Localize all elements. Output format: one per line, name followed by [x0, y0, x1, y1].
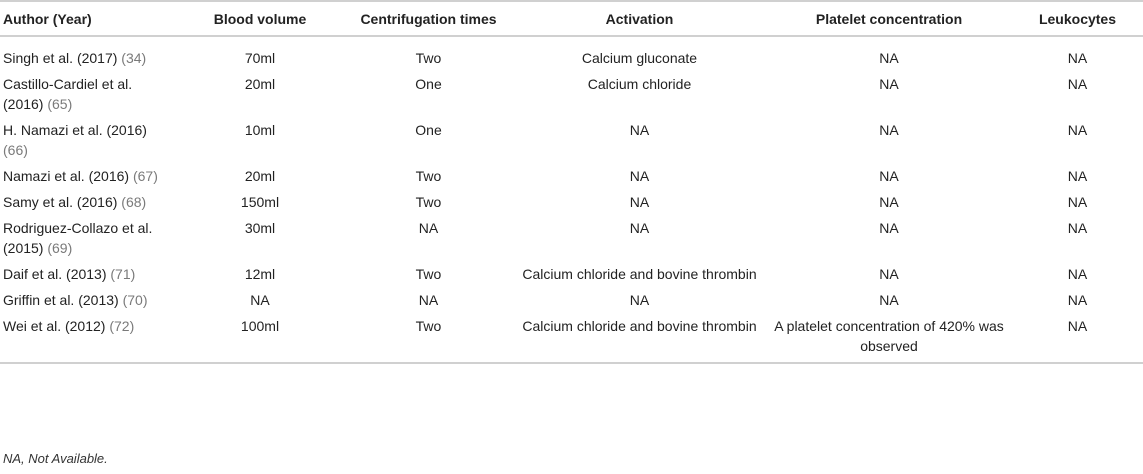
- cell-blood-volume: 30ml: [244, 220, 276, 236]
- cell-activation: Calcium chloride and bovine thrombin: [513, 310, 766, 363]
- cell-author: [0, 186, 176, 212]
- table-row: [0, 68, 1143, 114]
- author-text: H. Namazi et al. (2016): [3, 122, 147, 138]
- reference-number: (71): [110, 266, 136, 282]
- cell-leukocytes: NA: [1067, 220, 1088, 236]
- header-leukocytes: Leukocytes: [1012, 1, 1143, 36]
- cell-platelet: NA: [879, 122, 899, 138]
- header-centrifugation: Centrifugation times: [344, 1, 513, 36]
- cell-blood-volume: 70ml: [244, 50, 276, 66]
- reference-number: (66): [3, 142, 28, 158]
- table-row: [0, 284, 1143, 310]
- table-row: [0, 212, 1143, 258]
- cell-leukocytes: NA: [1067, 194, 1088, 210]
- cell-author: [0, 68, 176, 114]
- cell-platelet: NA: [879, 50, 899, 66]
- cell-author: [0, 114, 176, 160]
- cell-activation: Calcium gluconate: [581, 50, 698, 66]
- cell-author: [0, 258, 176, 284]
- reference-number: (70): [122, 292, 148, 308]
- cell-leukocytes: NA: [1067, 168, 1088, 184]
- table-row: [0, 310, 1143, 363]
- cell-activation: NA: [629, 292, 650, 308]
- cell-platelet: NA: [879, 292, 899, 308]
- table-body: [0, 36, 1143, 363]
- cell-activation: NA: [629, 168, 650, 184]
- cell-leukocytes: NA: [1067, 50, 1088, 66]
- table-row: [0, 160, 1143, 186]
- cell-blood-volume: 12ml: [244, 266, 276, 282]
- reference-number: (34): [121, 50, 147, 66]
- table-row: [0, 258, 1143, 284]
- cell-blood-volume: NA: [250, 292, 270, 308]
- cell-activation: NA: [629, 194, 650, 210]
- cell-blood-volume: 10ml: [244, 122, 276, 138]
- table-header: [0, 1, 1143, 36]
- header-blood-volume: Blood volume: [176, 1, 344, 36]
- reference-number: (72): [109, 318, 135, 334]
- cell-platelet: NA: [879, 220, 899, 236]
- cell-activation: Calcium chloride: [587, 76, 692, 92]
- author-text: Singh et al. (2017): [3, 50, 118, 66]
- reference-number: (68): [121, 194, 147, 210]
- author-text: Griffin et al. (2013): [3, 292, 119, 308]
- author-text: Rodriguez-Collazo et al. (2015): [3, 220, 153, 256]
- cell-centrifugation: Two: [415, 50, 442, 66]
- cell-centrifugation: NA: [418, 220, 439, 236]
- cell-blood-volume: 20ml: [244, 76, 276, 92]
- cell-leukocytes: NA: [1012, 310, 1143, 363]
- cell-centrifugation: Two: [344, 310, 513, 363]
- cell-leukocytes: NA: [1067, 292, 1088, 308]
- cell-blood-volume: 150ml: [240, 194, 280, 210]
- author-text: Samy et al. (2016): [3, 194, 118, 210]
- reference-number: (65): [47, 96, 73, 112]
- table-row: [0, 36, 1143, 68]
- cell-activation: Calcium chloride and bovine thrombin: [522, 266, 757, 282]
- cell-platelet: NA: [879, 194, 899, 210]
- cell-blood-volume: 100ml: [176, 310, 344, 363]
- cell-leukocytes: NA: [1067, 266, 1088, 282]
- cell-platelet: NA: [879, 266, 899, 282]
- cell-author: [0, 36, 176, 68]
- cell-author: [0, 212, 176, 258]
- cell-centrifugation: Two: [415, 168, 442, 184]
- reference-number: (67): [132, 168, 158, 184]
- header-activation: Activation: [513, 1, 766, 36]
- table-row: [0, 186, 1143, 212]
- table-row: [0, 114, 1143, 160]
- cell-centrifugation: Two: [415, 194, 442, 210]
- reference-number: (69): [47, 240, 73, 256]
- cell-author: [0, 284, 176, 310]
- header-platelet: Platelet concentration: [766, 1, 1012, 36]
- cell-blood-volume: 20ml: [244, 168, 276, 184]
- cell-leukocytes: NA: [1067, 76, 1088, 92]
- cell-centrifugation: One: [415, 76, 442, 92]
- cell-leukocytes: NA: [1067, 122, 1088, 138]
- cell-centrifugation: NA: [418, 292, 439, 308]
- cell-platelet: NA: [879, 76, 899, 92]
- author-text: Castillo-Cardiel et al. (2016): [3, 76, 133, 112]
- table-footnote: NA, Not Available.: [3, 451, 108, 466]
- cell-centrifugation: Two: [415, 266, 442, 282]
- cell-centrifugation: One: [415, 122, 442, 138]
- author-text: Daif et al. (2013): [3, 266, 107, 282]
- cell-activation: NA: [629, 220, 650, 236]
- cell-platelet: A platelet concentration of 420% was observed: [766, 310, 1012, 363]
- cell-author: [0, 160, 176, 186]
- cell-activation: NA: [629, 122, 650, 138]
- cell-author: [0, 310, 176, 363]
- author-text: Wei et al. (2012): [3, 318, 106, 334]
- cell-platelet: NA: [879, 168, 899, 184]
- header-author: Author (Year): [0, 1, 176, 36]
- author-text: Namazi et al. (2016): [3, 168, 130, 184]
